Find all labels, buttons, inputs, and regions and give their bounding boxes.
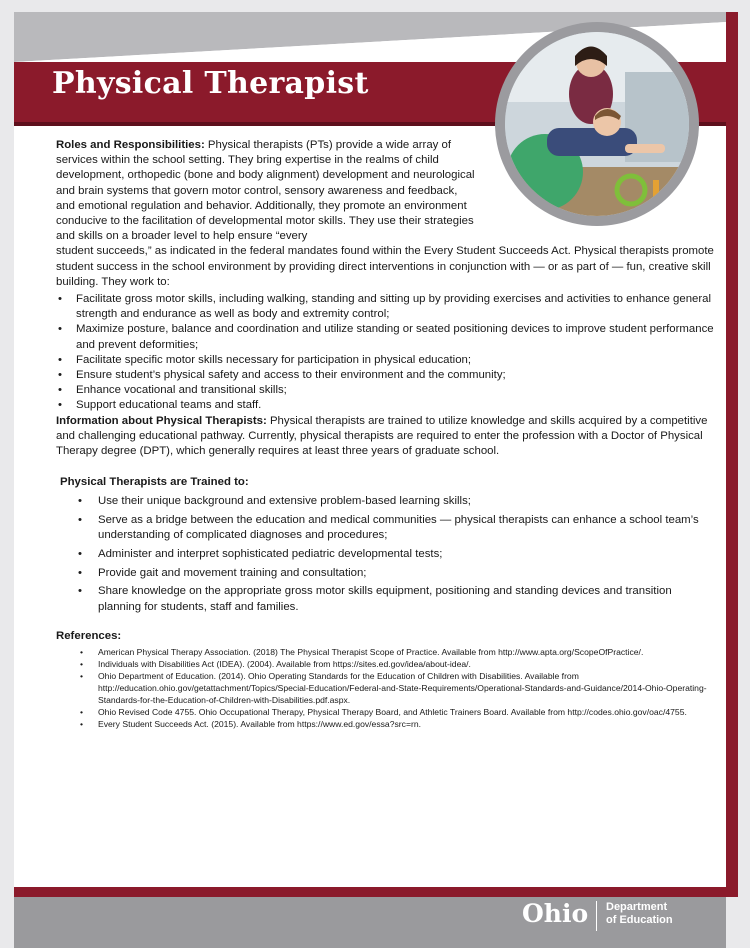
list-item: • Support educational teams and staff.: [56, 398, 716, 413]
list-item: • Provide gait and movement training and consultation;: [56, 566, 716, 581]
roles-paragraph: [56, 138, 476, 244]
department-line-1: Department: [606, 901, 668, 913]
list-item: • Serve as a bridge between the education and medical communities — physical therapists can enhance a school team’s understanding of complicated diagnoses and procedures;: [56, 513, 716, 543]
right-maroon-edge: [726, 12, 738, 897]
department-name: [606, 901, 706, 927]
list-item: • Facilitate specific motor skills necessary for participation in physical education;: [56, 353, 716, 368]
logo-divider: [596, 901, 597, 931]
info-heading: Information about Physical Therapists:: [56, 414, 267, 427]
roles-bullet-list: [56, 292, 716, 414]
references-heading: References:: [56, 629, 122, 642]
info-text: Physical therapists are trained to utilize knowledge and skills acquired by a competitive and challenging educational pathway. Currently, physical therapists are required to enter the profession with a Doctor of Physical Therapy degree (DPT), which generally requires at least three years of graduate school.: [56, 414, 708, 458]
main-content: [56, 138, 716, 730]
list-item: • Facilitate gross motor skills, including walking, standing and sitting up by providing exercises and activities to enhance general strength and endurance as well as body and extremity control;: [56, 292, 716, 322]
reference-item: • Ohio Revised Code 4755. Ohio Occupational Therapy, Physical Therapy Board, and Athletic Trainers Board. Available from http://codes.ohio.gov/oac/4755.: [56, 706, 716, 718]
department-line-2: of Education: [606, 914, 673, 926]
list-item: • Use their unique background and extensive problem-based learning skills;: [56, 494, 716, 509]
footer-maroon-rule: [14, 887, 726, 897]
list-item: • Administer and interpret sophisticated pediatric developmental tests;: [56, 547, 716, 562]
reference-item: • Ohio Department of Education. (2014). Ohio Operating Standards for the Education of Children with Disabilities. Available from http://education.ohio.gov/getattachment/Topics/Special-Education/Federal-and-State-Requirements/Operational-Standards-and-Guidance/2014-Ohio-Operating-Standards-for-the-Education-of-Children-with-Disabilities.pdf.aspx.: [56, 670, 716, 706]
info-paragraph: [56, 414, 716, 460]
reference-item: • Individuals with Disabilities Act (IDEA). (2004). Available from https://sites.ed.gov/idea/about-idea/.: [56, 658, 716, 670]
page-title: Physical Therapist: [52, 66, 369, 101]
trained-heading: Physical Therapists are Trained to:: [60, 476, 249, 489]
list-item: • Maximize posture, balance and coordination and utilize standing or seated positioning devices to improve student performance and prevent deformities;: [56, 322, 716, 352]
list-item: • Share knowledge on the appropriate gross motor skills equipment, positioning and standing devices and transition planning for students, staff and families.: [56, 584, 716, 614]
trained-bullet-list: [56, 494, 716, 614]
roles-heading: Roles and Responsibilities:: [56, 139, 205, 151]
reference-item: • American Physical Therapy Association. (2018) The Physical Therapist Scope of Practice. Available from http://www.apta.org/ScopeOfPractice/.: [56, 646, 716, 658]
ohio-logo-wordmark: Ohio: [522, 899, 589, 928]
list-item: • Ensure student’s physical safety and access to their environment and the community;: [56, 368, 716, 383]
document-page: [14, 12, 726, 948]
roles-paragraph-continued: student succeeds,” as indicated in the federal mandates found within the Every Student Succeeds Act. Physical therapists promote student success in the school environment by providing direct interventions in conjunction with — or as part of — fun, creative skill building. They work to:: [56, 245, 714, 288]
list-item: • Enhance vocational and transitional skills;: [56, 383, 716, 398]
roles-text-narrow: Physical therapists (PTs) provide a wide array of services within the school setting. They bring expertise in the realms of child development, orthopedic (bone and body alignment) development and neurological and brain systems that govern motor control, sensory awareness and feedback, and emotional regulation and behavior. Additionally, they promote an environment conducive to the facilitation of developmental motor skills. They use their strategies and skills on a broader level to help ensure “every: [56, 139, 475, 243]
reference-item: • Every Student Succeeds Act. (2015). Available from https://www.ed.gov/essa?src=rn.: [56, 718, 716, 730]
references-list: [56, 646, 716, 730]
